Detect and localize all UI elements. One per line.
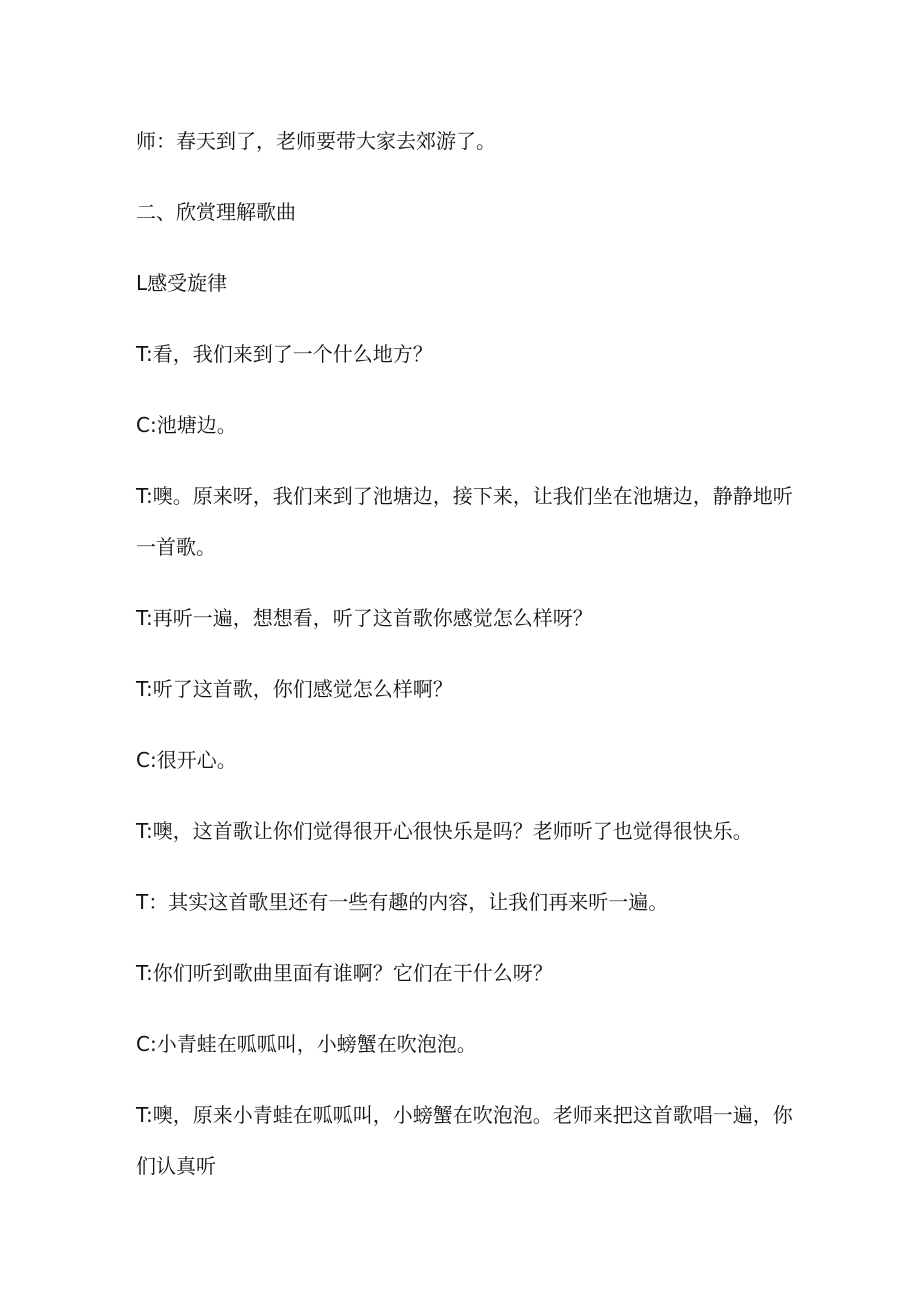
section-heading-appreciate-song: 二、欣赏理解歌曲 <box>136 200 296 224</box>
paragraph-dialogue-line: C:很开心。 <box>136 748 237 772</box>
paragraph-dialogue-line: T:看，我们来到了一个什么地方？ <box>136 342 433 366</box>
document-body <box>136 116 796 1212</box>
paragraph-dialogue-line: T:再听一遍，想想看，听了这首歌你感觉怎么样呀？ <box>136 606 593 630</box>
paragraph-dialogue-line: C:池塘边。 <box>136 413 237 437</box>
paragraph-dialogue-line: T:听了这首歌，你们感觉怎么样啊？ <box>136 677 453 701</box>
paragraph-dialogue-line: T:噢，这首歌让你们觉得很开心很快乐是吗？老师听了也觉得很快乐。 <box>136 819 753 843</box>
paragraph-dialogue-line: T:噢，原来小青蛙在呱呱叫，小螃蟹在吹泡泡。老师来把这首歌唱一遍，你们认真听 <box>136 1103 793 1178</box>
paragraph-dialogue-line: T:你们听到歌曲里面有谁啊？它们在干什么呀？ <box>136 961 553 985</box>
subheading-feel-melody: L感受旋律 <box>136 271 228 295</box>
paragraph-dialogue-line: T：其实这首歌里还有一些有趣的内容，让我们再来听一遍。 <box>136 890 669 914</box>
paragraph-dialogue-line: C:小青蛙在呱呱叫，小螃蟹在吹泡泡。 <box>136 1032 477 1056</box>
paragraph-teacher-intro: 师：春天到了，老师要带大家去郊游了。 <box>136 129 496 153</box>
paragraph-dialogue-line: T:噢。原来呀，我们来到了池塘边，接下来，让我们坐在池塘边，静静地听一首歌。 <box>136 484 793 559</box>
